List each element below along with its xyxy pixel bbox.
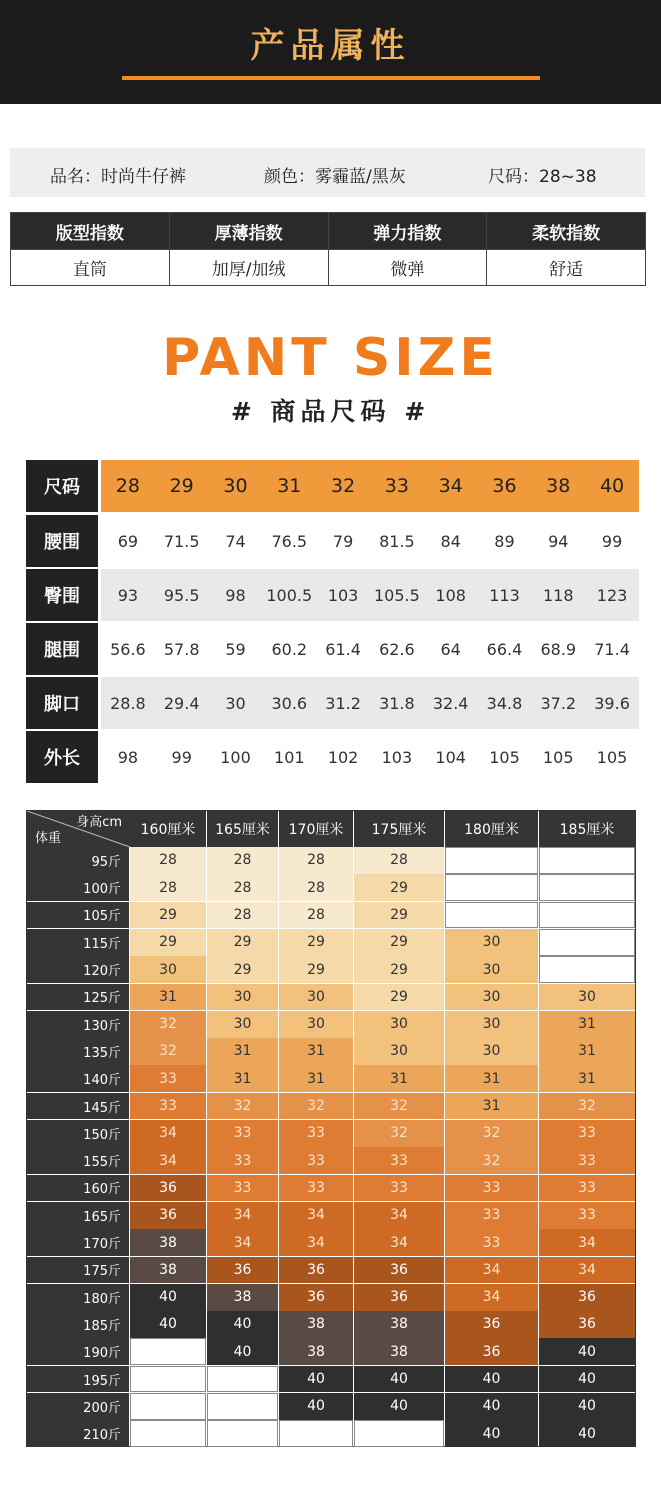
recommended-size-cell: 32 [445,1147,538,1174]
recommended-size-cell: 31 [539,1011,635,1038]
size-cell: 71.5 [163,531,200,551]
recommended-size-cell: 40 [445,1420,538,1447]
recommended-size-cell: 33 [539,1175,635,1202]
size-cell: 93 [117,585,139,605]
weight-row-label: 120斤 [27,956,129,983]
weight-row-label: 130斤 [27,1011,129,1038]
recommended-size-cell: 28 [207,902,278,929]
height-column-header: 180厘米 [445,811,538,847]
recommended-size-cell: 40 [354,1393,444,1420]
recommended-size-cell: 33 [279,1147,353,1174]
recommended-size-cell: 33 [354,1175,444,1202]
size-cell: 59 [225,639,246,659]
recommended-size-cell: 40 [207,1311,278,1338]
size-cell: 68.9 [540,639,577,659]
size-cell: 98 [225,585,246,605]
recommended-size-cell: 29 [354,956,444,983]
size-cell: 99 [171,747,192,767]
attr-product-name: 品名：时尚牛仔裤 [50,167,186,187]
recommended-size-cell: 40 [279,1393,353,1420]
size-header-cell: 30 [223,475,248,497]
recommended-size-cell: 34 [130,1147,206,1174]
size-header-cell: 28 [115,475,140,497]
size-data-row [101,623,639,675]
size-cell: 105.5 [373,585,420,605]
fit-index-value-row [11,250,646,286]
recommended-size-cell: 34 [539,1229,635,1256]
weight-row-label: 210斤 [27,1420,129,1447]
size-cell: 37.2 [540,693,577,713]
size-row-label: 臀围 [26,569,98,621]
size-cell: 79 [332,531,354,551]
recommended-size-cell: 33 [130,1093,206,1120]
size-cell: 32.4 [432,693,469,713]
attr-color: 颜色：雾霾蓝/黑灰 [264,167,406,187]
fit-index-header: 弹力指数 [328,213,487,250]
recommended-size-cell: 29 [279,956,353,983]
recommended-size-cell: 30 [445,956,538,983]
size-cell: 71.4 [594,639,630,659]
weight-row-label: 200斤 [27,1393,129,1420]
size-header-cell: 33 [384,475,409,497]
recommended-size-cell: 34 [130,1120,206,1147]
empty-cell [130,1420,206,1447]
fit-index-header: 厚薄指数 [169,213,328,250]
fit-index-value: 微弹 [328,250,487,286]
size-cell: 57.8 [163,639,200,659]
recommended-size-cell: 40 [207,1338,278,1365]
size-cell: 81.5 [379,531,415,551]
size-cell: 60.2 [271,639,308,659]
size-cell: 94 [548,531,569,551]
size-row-label: 脚口 [26,677,98,729]
recommended-size-cell: 34 [354,1229,444,1256]
recommended-size-cell: 34 [279,1229,353,1256]
weight-row-label: 150斤 [27,1120,129,1147]
recommended-size-cell: 31 [445,1093,538,1120]
fit-index-value: 直筒 [11,250,170,286]
recommended-size-cell: 33 [207,1175,278,1202]
recommended-size-cell: 34 [207,1202,278,1229]
size-cell: 64 [440,639,461,659]
size-cell: 30 [225,693,246,713]
recommended-size-cell: 28 [130,874,206,901]
recommended-size-cell: 38 [130,1257,206,1284]
size-subtitle: # 商品尺码 # [230,397,431,426]
recommended-size-cell: 40 [539,1393,635,1420]
recommended-size-cell: 28 [279,847,353,874]
recommended-size-cell: 33 [445,1202,538,1229]
size-cell: 30.6 [271,693,308,713]
recommended-size-cell: 32 [130,1011,206,1038]
fit-index-value: 加厚/加绒 [169,250,328,286]
empty-cell [539,874,635,901]
empty-cell [539,847,635,874]
size-header-cell: 31 [277,475,302,497]
size-cell: 89 [494,531,515,551]
weight-row-label: 180斤 [27,1284,129,1311]
size-cell: 34.8 [486,693,523,713]
recommended-size-cell: 33 [207,1147,278,1174]
height-column-header: 175厘米 [354,811,444,847]
recommended-size-cell: 33 [207,1120,278,1147]
size-cell: 28.8 [110,693,146,713]
recommended-size-cell: 36 [539,1311,635,1338]
recommended-size-cell: 34 [445,1284,538,1311]
recommended-size-cell: 38 [279,1311,353,1338]
fit-index-header: 柔软指数 [487,213,646,250]
size-cell: 84 [440,531,461,551]
size-cell: 105 [596,747,628,767]
recommended-size-cell: 29 [130,902,206,929]
recommended-size-cell: 29 [207,956,278,983]
recommended-size-cell: 33 [130,1065,206,1092]
empty-cell [207,1366,278,1393]
recommended-size-cell: 36 [354,1284,444,1311]
recommended-size-cell: 30 [354,1011,444,1038]
recommended-size-cell: 40 [445,1393,538,1420]
empty-cell [130,1393,206,1420]
recommended-size-cell: 36 [279,1284,353,1311]
recommended-size-cell: 32 [207,1093,278,1120]
height-column-header: 160厘米 [130,811,206,847]
recommended-size-cell: 40 [539,1338,635,1365]
recommended-size-cell: 31 [354,1065,444,1092]
size-row-label: 腰围 [26,515,98,567]
recommended-size-cell: 30 [539,984,635,1011]
size-data-row [101,677,639,729]
size-recommendation-grid [26,810,636,1447]
size-cell: 31.2 [325,693,361,713]
fit-index-header-row [11,213,646,250]
weight-row-label: 165斤 [27,1202,129,1229]
recommended-size-cell: 40 [539,1366,635,1393]
size-cell: 118 [543,585,574,605]
recommended-size-cell: 31 [279,1065,353,1092]
size-row-label: 尺码 [26,460,98,512]
empty-cell [445,874,538,901]
weight-row-label: 155斤 [27,1147,129,1174]
recommended-size-cell: 30 [445,1038,538,1065]
recommended-size-cell: 29 [279,929,353,956]
recommended-size-cell: 30 [354,1038,444,1065]
pant-size-title: PANT SIZE [162,328,499,388]
empty-cell [539,902,635,929]
recommended-size-cell: 31 [279,1038,353,1065]
empty-cell [279,1420,353,1447]
recommended-size-cell: 33 [539,1202,635,1229]
recommended-size-cell: 34 [207,1229,278,1256]
recommended-size-cell: 29 [354,874,444,901]
grid-corner [27,811,130,847]
weight-row-label: 100斤 [27,874,129,901]
empty-cell [207,1393,278,1420]
recommended-size-cell: 40 [354,1366,444,1393]
size-cell: 104 [435,747,466,767]
size-cell: 31.8 [379,693,415,713]
recommended-size-cell: 34 [539,1257,635,1284]
fit-index-value: 舒适 [487,250,646,286]
recommended-size-cell: 28 [354,847,444,874]
recommended-size-cell: 30 [445,984,538,1011]
recommended-size-cell: 36 [445,1338,538,1365]
recommended-size-cell: 31 [207,1065,278,1092]
weight-row-label: 140斤 [27,1065,129,1092]
weight-row-label: 160斤 [27,1175,129,1202]
size-cell: 99 [601,531,623,551]
recommended-size-cell: 30 [207,1011,278,1038]
recommended-size-cell: 31 [130,984,206,1011]
weight-row-label: 145斤 [27,1093,129,1120]
recommended-size-cell: 32 [279,1093,353,1120]
empty-cell [539,929,635,956]
size-row-label: 腿围 [26,623,98,675]
recommended-size-cell: 38 [354,1338,444,1365]
size-cell: 66.4 [486,639,523,659]
recommended-size-cell: 38 [279,1338,353,1365]
size-cell: 62.6 [379,639,415,659]
recommended-size-cell: 38 [130,1229,206,1256]
attr-size-range: 尺码：28~38 [488,167,597,187]
recommended-size-cell: 33 [445,1229,538,1256]
recommended-size-cell: 30 [130,956,206,983]
size-cell: 76.5 [271,531,308,551]
corner-height-label: 身高cm [76,815,122,830]
recommended-size-cell: 29 [354,929,444,956]
recommended-size-cell: 33 [539,1120,635,1147]
size-header-cell: 36 [492,475,517,497]
recommended-size-cell: 31 [539,1038,635,1065]
recommended-size-cell: 36 [354,1257,444,1284]
height-column-header: 165厘米 [207,811,278,847]
empty-cell [445,847,538,874]
empty-cell [130,1366,206,1393]
weight-row-label: 185斤 [27,1311,129,1338]
size-data-row [101,731,639,783]
size-cell: 105 [543,747,574,767]
recommended-size-cell: 30 [207,984,278,1011]
recommended-size-cell: 36 [445,1311,538,1338]
size-cell: 108 [435,585,466,605]
empty-cell [354,1420,444,1447]
recommended-size-cell: 40 [130,1311,206,1338]
recommended-size-cell: 32 [354,1093,444,1120]
recommended-size-cell: 30 [445,1011,538,1038]
recommended-size-cell: 31 [207,1038,278,1065]
height-column-header: 185厘米 [539,811,635,847]
weight-row-label: 195斤 [27,1366,129,1393]
recommended-size-cell: 36 [279,1257,353,1284]
weight-row-label: 115斤 [27,929,129,956]
header-underline [122,76,540,80]
attribute-bar [10,148,645,197]
recommended-size-cell: 28 [207,847,278,874]
recommended-size-cell: 29 [354,984,444,1011]
recommended-size-cell: 32 [354,1120,444,1147]
fit-index-table [10,212,646,286]
size-header-cell: 32 [330,475,356,497]
size-header-cell: 34 [438,475,463,497]
recommended-size-cell: 38 [354,1311,444,1338]
recommended-size-cell: 40 [445,1366,538,1393]
recommended-size-cell: 30 [445,929,538,956]
recommended-size-cell: 28 [279,874,353,901]
size-cell: 102 [327,747,359,767]
size-cell: 98 [117,747,139,767]
recommended-size-cell: 28 [279,902,353,929]
empty-cell [445,902,538,929]
header-title: 产品属性 [250,26,411,66]
fit-index-header: 版型指数 [11,213,170,250]
size-row-label: 外长 [26,731,98,783]
weight-row-label: 95斤 [27,847,129,874]
recommended-size-cell: 30 [279,1011,353,1038]
recommended-size-cell: 34 [445,1257,538,1284]
recommended-size-cell: 34 [354,1202,444,1229]
recommended-size-cell: 38 [207,1284,278,1311]
recommended-size-cell: 32 [130,1038,206,1065]
size-cell: 95.5 [163,585,200,605]
size-header-cell: 29 [169,475,194,497]
empty-cell [207,1420,278,1447]
weight-row-label: 190斤 [27,1338,129,1365]
recommended-size-cell: 33 [354,1147,444,1174]
recommended-size-cell: 40 [130,1284,206,1311]
recommended-size-cell: 28 [130,847,206,874]
recommended-size-cell: 40 [279,1366,353,1393]
size-cell: 61.4 [325,639,361,659]
weight-row-label: 125斤 [27,984,129,1011]
height-column-header: 170厘米 [279,811,353,847]
size-header-cell: 40 [599,475,625,497]
recommended-size-cell: 33 [279,1175,353,1202]
recommended-size-cell: 32 [539,1093,635,1120]
header-banner [0,0,661,104]
size-cell: 69 [117,531,139,551]
recommended-size-cell: 36 [130,1202,206,1229]
empty-cell [130,1338,206,1365]
empty-cell [539,956,635,983]
recommended-size-cell: 31 [539,1065,635,1092]
recommended-size-cell: 33 [539,1147,635,1174]
recommended-size-cell: 32 [445,1120,538,1147]
size-cell: 103 [381,747,413,767]
size-cell: 100.5 [266,585,313,605]
recommended-size-cell: 30 [279,984,353,1011]
recommended-size-cell: 40 [539,1420,635,1447]
size-header-row [101,460,639,512]
size-header-cell: 38 [546,475,571,497]
recommended-size-cell: 36 [539,1284,635,1311]
recommended-size-cell: 29 [130,929,206,956]
recommended-size-cell: 33 [445,1175,538,1202]
recommended-size-cell: 33 [279,1120,353,1147]
size-cell: 101 [274,747,305,767]
recommended-size-cell: 36 [207,1257,278,1284]
size-cell: 123 [596,585,628,605]
recommended-size-cell: 31 [445,1065,538,1092]
size-cell: 56.6 [110,639,146,659]
size-data-row [101,515,639,567]
size-cell: 74 [225,531,246,551]
weight-row-label: 170斤 [27,1229,129,1256]
weight-row-label: 135斤 [27,1038,129,1065]
size-cell: 113 [489,585,520,605]
size-data-row [101,569,639,621]
recommended-size-cell: 29 [354,902,444,929]
size-cell: 29.4 [163,693,200,713]
size-cell: 103 [327,585,359,605]
size-cell: 105 [489,747,520,767]
corner-weight-label: 体重 [35,831,62,846]
recommended-size-cell: 36 [130,1175,206,1202]
weight-row-label: 175斤 [27,1257,129,1284]
recommended-size-cell: 29 [207,929,278,956]
recommended-size-cell: 28 [207,874,278,901]
weight-row-label: 105斤 [27,902,129,929]
size-cell: 100 [220,747,251,767]
recommended-size-cell: 34 [279,1202,353,1229]
size-cell: 39.6 [594,693,630,713]
